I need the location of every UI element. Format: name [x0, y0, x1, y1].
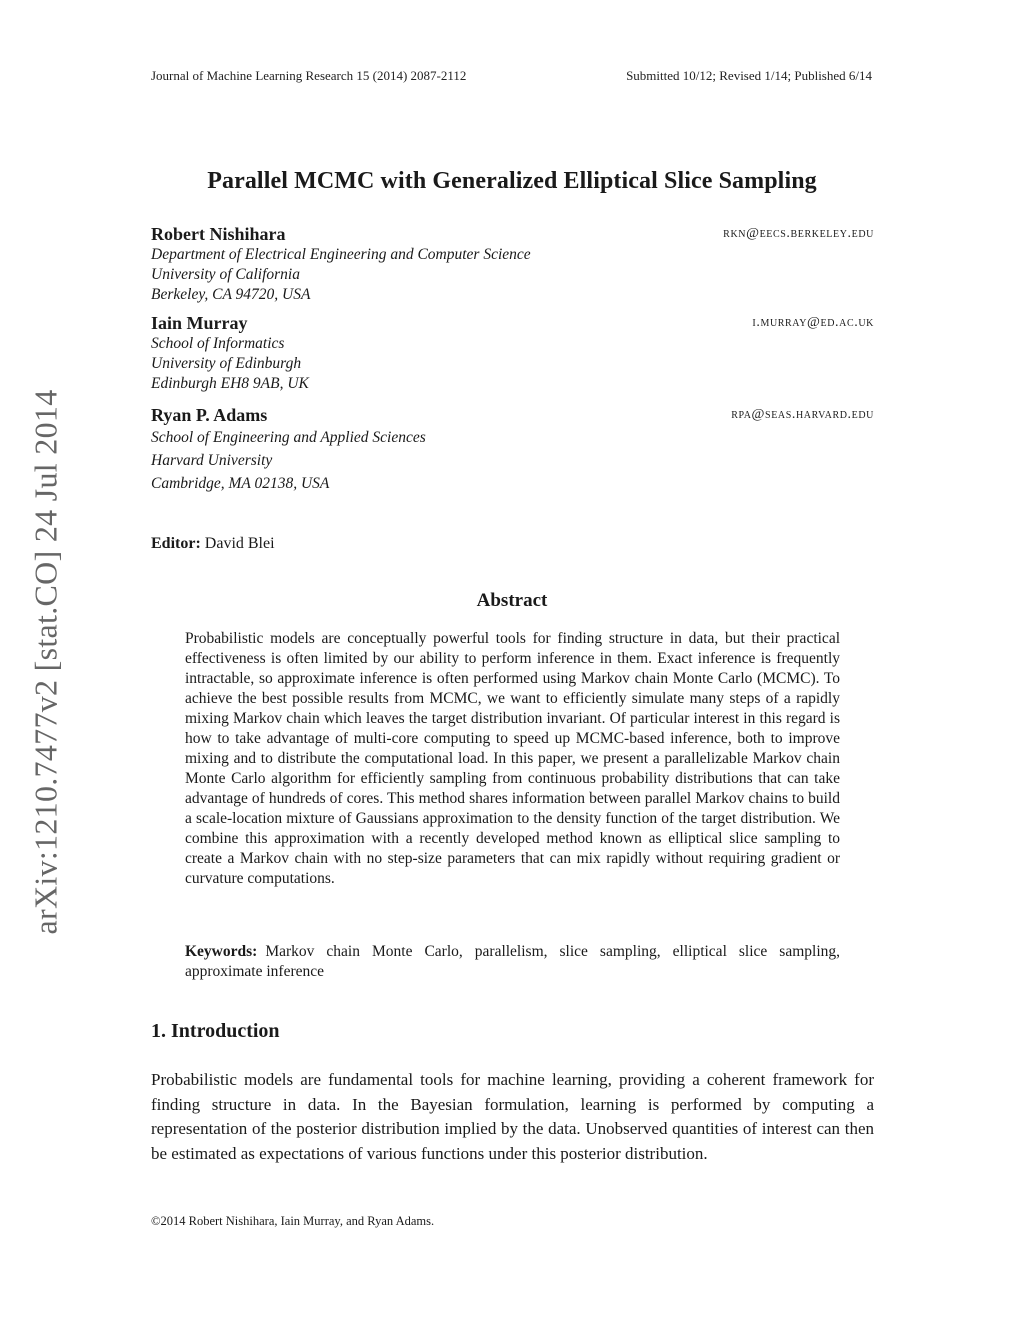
affiliation-line: Department of Electrical Engineering and Computer Science: [151, 246, 531, 263]
affiliation-line: Cambridge, MA 02138, USA: [151, 475, 330, 492]
abstract-text: Probabilistic models are conceptually powerful tools for finding structure in data, but their practical effectiveness is often limited by our ability to perform inference in them. Exact inference is frequently intractable, so approximate inference is often performed using Markov chain Monte Carlo (MCMC). To achieve the best possible results from MCMC, we want to efficiently simulate many steps of a rapidly mixing Markov chain which leaves the target distribution invariant. Of particular interest in this regard is how to take advantage of multi-core computing to speed up MCMC-based inference, both to improve mixing and to distribute the computational load. In this paper, we present a parallelizable Markov chain Monte Carlo algorithm for efficiently sampling from continuous probability distributions that can take advantage of hundreds of cores. This method shares information between parallel Markov chains to build a scale-location mixture of Gaussians approximation to the density function of the target distribution. We combine this approximation with a recently developed method known as elliptical slice sampling to create a Markov chain with no step-size parameters that can mix rapidly without requiring gradient or curvature computations.: [185, 630, 840, 887]
arxiv-identifier-stamp: arXiv:1210.7477v2 [stat.CO] 24 Jul 2014: [27, 389, 64, 935]
author-email[interactable]: i.murray@ed.ac.uk: [752, 315, 874, 330]
author-name: Robert Nishihara: [151, 224, 286, 244]
editor-label: Editor:: [151, 535, 201, 552]
author-block: [151, 313, 874, 394]
section-heading: 1. Introduction: [151, 1020, 280, 1042]
copyright-notice: ©2014 Robert Nishihara, Iain Murray, and Ryan Adams.: [151, 1214, 435, 1228]
affiliation-line: School of Engineering and Applied Sciences: [151, 429, 426, 446]
introduction-text: Probabilistic models are fundamental tools for machine learning, providing a coherent framework for finding structure in data. In the Bayesian formulation, learning is performed by computing a representation of the posterior distribution implied by the data. Unobserved quantities of interest can then be estimated as expectations of various functions under this posterior distribution.: [151, 1070, 874, 1163]
journal-reference: Journal of Machine Learning Research 15 (2014) 2087-2112: [151, 68, 467, 83]
author-block: [151, 405, 874, 495]
affiliation-line: Edinburgh EH8 9AB, UK: [151, 375, 309, 392]
abstract-heading: Abstract: [476, 590, 548, 611]
editor-line: [151, 535, 275, 553]
keywords-text: Markov chain Monte Carlo, parallelism, slice sampling, elliptical slice sampling, approximate inference: [185, 943, 840, 980]
author-affiliation: [151, 334, 874, 394]
author-affiliation: [151, 245, 874, 305]
affiliation-line: School of Informatics: [151, 335, 285, 352]
author-name: Iain Murray: [151, 313, 248, 333]
author-email[interactable]: rpa@seas.harvard.edu: [731, 407, 874, 422]
author-email[interactable]: rkn@eecs.berkeley.edu: [723, 226, 874, 241]
editor-name: David Blei: [204, 535, 275, 552]
affiliation-line: University of Edinburgh: [151, 355, 302, 372]
affiliation-line: University of California: [151, 266, 300, 283]
author-name: Ryan P. Adams: [151, 405, 268, 425]
author-affiliation: [151, 426, 874, 495]
keywords-label: Keywords:: [185, 943, 258, 960]
keywords-line: [185, 942, 840, 982]
author-block: [151, 224, 874, 305]
paper-title: Parallel MCMC with Generalized Elliptical Slice Sampling: [207, 168, 817, 194]
affiliation-line: Berkeley, CA 94720, USA: [151, 286, 311, 303]
affiliation-line: Harvard University: [151, 452, 273, 469]
submission-dates: Submitted 10/12; Revised 1/14; Published 6/14: [626, 68, 872, 83]
